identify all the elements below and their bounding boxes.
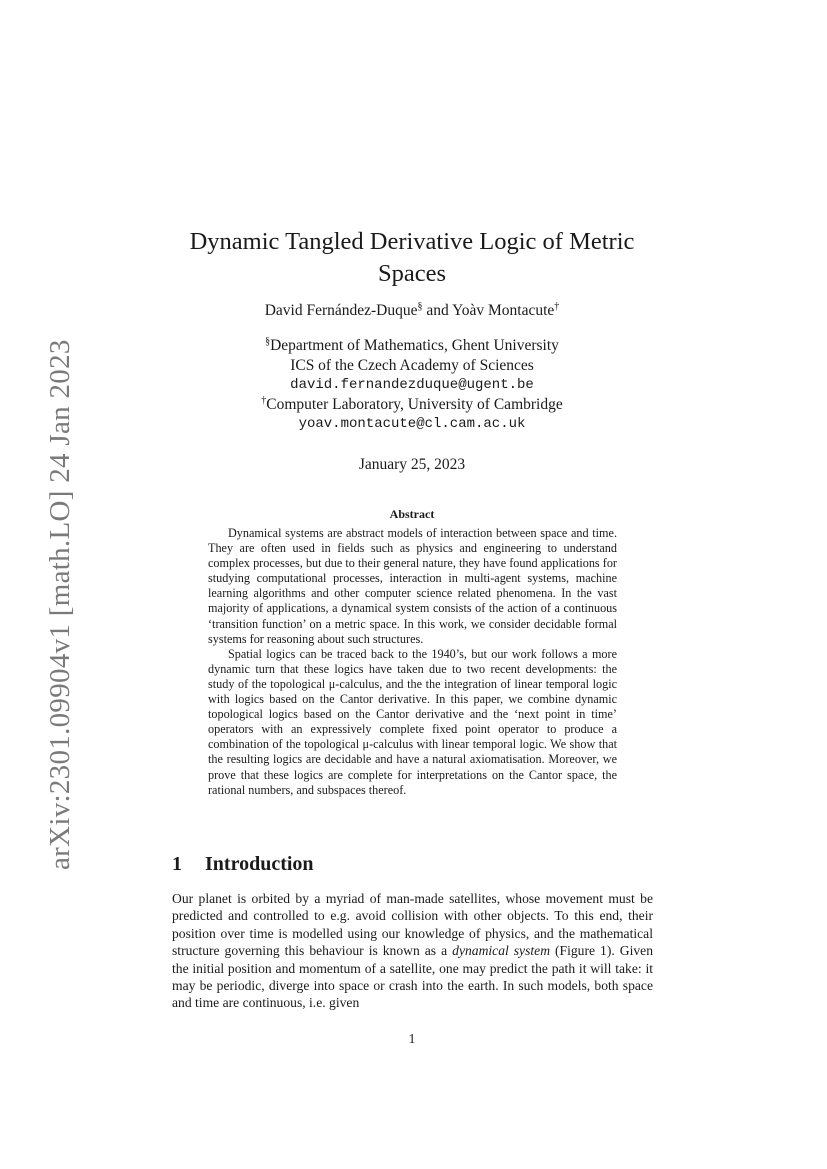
- intro-emphasis: dynamical system: [452, 943, 551, 959]
- email-2[interactable]: yoav.montacute@cl.cam.ac.uk: [298, 416, 526, 433]
- section-heading: [172, 853, 314, 876]
- section-title: Introduction: [205, 853, 314, 875]
- affiliation-1: Department of Mathematics, Ghent University: [270, 337, 559, 354]
- abstract-paragraph-2: Spatial logics can be traced back to the 1940’s, but our work follows a more dynamic turn that these logics have taken due to two recent developments: the study of the topological μ-calculus, and the the integration of linear temporal logic with logics based on the Cantor derivative. In this paper, we combine dynamic topological logics based on the Cantor derivative and the ‘next point in time’ operators with an expressively complete fixed point operator to produce a combination of the topological μ-calculus with linear temporal logic. We show that the resulting logics are decidable and have a natural axiomatisation. Moreover, we prove that these logics are complete for interpretations on the Cantor space, the rational numbers, and subspaces thereof.: [208, 646, 617, 797]
- affiliations: [170, 336, 654, 435]
- email-1[interactable]: david.fernandezduque@ugent.be: [290, 376, 534, 393]
- author-1: David Fernández-Duque: [264, 302, 418, 319]
- author-conjunction: and: [422, 302, 453, 319]
- abstract-heading: Abstract: [389, 507, 435, 521]
- author-2-mark: †: [554, 300, 560, 312]
- affil-1-mark: §: [265, 335, 271, 347]
- page-number: 1: [408, 1031, 416, 1046]
- abstract-body: [208, 526, 617, 798]
- paper-date: January 25, 2023: [358, 456, 466, 473]
- affiliation-2: Computer Laboratory, University of Cambridge: [266, 396, 563, 414]
- authors: [170, 302, 654, 320]
- section-number: 1: [172, 853, 182, 875]
- affiliation-1b: ICS of the Czech Academy of Sciences: [290, 356, 534, 374]
- paper-title: Dynamic Tangled Derivative Logic of Metric Spaces: [189, 228, 635, 287]
- author-2: Yoàv Montacute: [452, 302, 555, 319]
- author-1-mark: §: [417, 300, 423, 312]
- intro-text-b: (Figure 1). Given the initial position and momentum of a satellite, one may predict the path it will take: it may be periodic, diverge into space or crash into the earth. In such models, both space and time are continuous, i.e. given: [172, 943, 653, 1011]
- abstract-paragraph-1: Dynamical systems are abstract models of interaction between space and time. They are often used in fields such as physics and engineering to understand complex processes, but due to their general nature, they have found applications for studying computational processes, interaction in multi-agent systems, machine learning algorithms and other computer science related phenomena. In the vast majority of applications, a dynamical system consists of the action of a continuous ‘transition function’ on a metric space. In this work, we consider decidable formal systems for reasoning about such structures.: [208, 526, 617, 646]
- intro-text-a: Our planet is orbited by a myriad of man-made satellites, whose movement must be predicted and controlled to e.g. avoid collision with other objects. To this end, their position over time is modelled using our knowledge of physics, and the mathematical structure governing this behaviour is known as a: [172, 891, 653, 959]
- intro-paragraph: [172, 890, 653, 1012]
- affil-2-mark: †: [261, 395, 267, 407]
- arxiv-identifier: arXiv:2301.09904v1 [math.LO] 24 Jan 2023: [44, 339, 76, 870]
